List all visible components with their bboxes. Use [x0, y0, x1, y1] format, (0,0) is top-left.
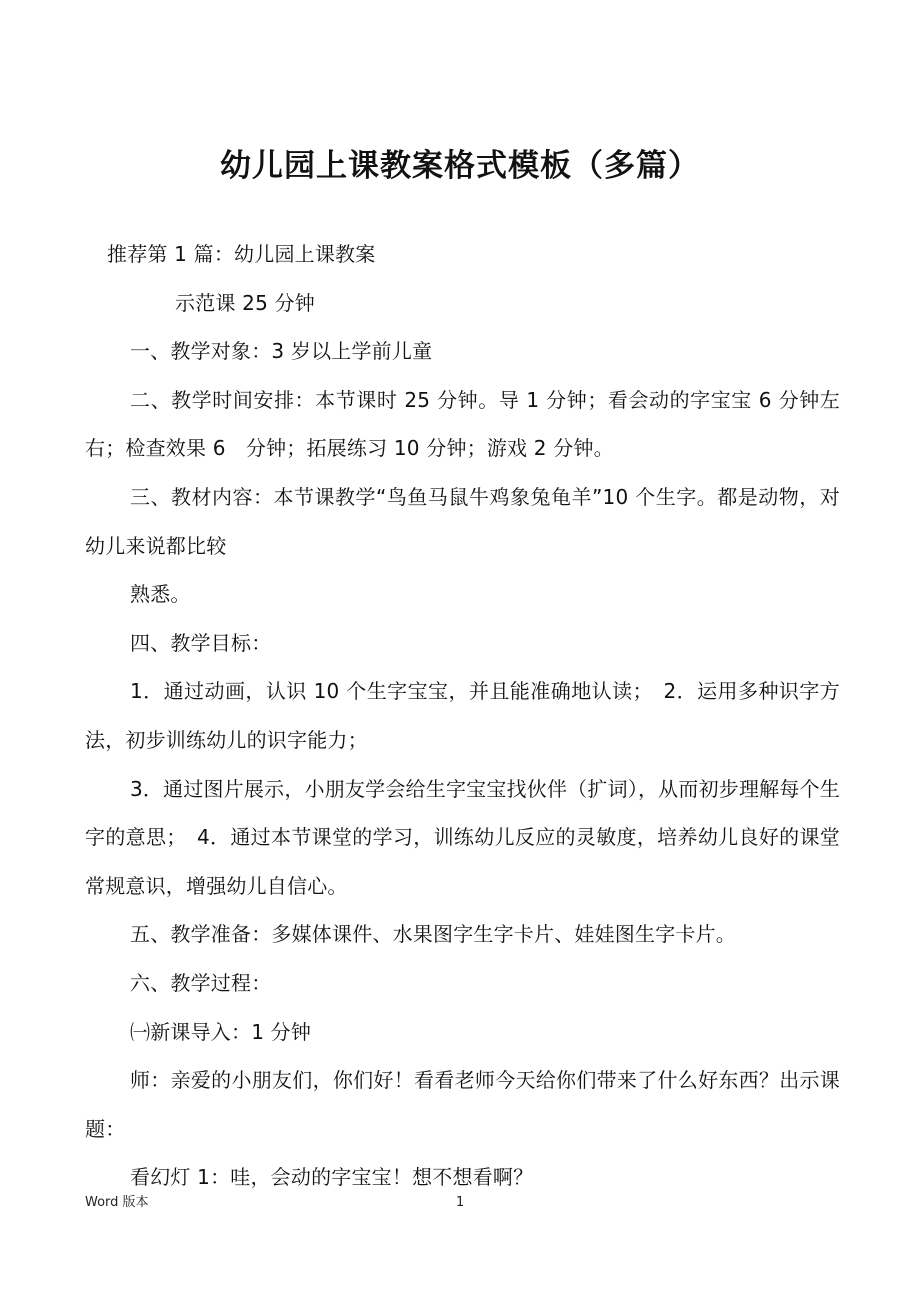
paragraph-teaching-target: 一、教学对象：3 岁以上学前儿童	[130, 339, 433, 364]
document-body	[85, 230, 840, 1202]
paragraph-teacher-greeting: 师：亲爱的小朋友们，你们好！看看老师今天给你们带来了什么好东西？出示课题：	[85, 1068, 840, 1141]
paragraph-demo-lesson: 示范课 25 分钟	[175, 290, 315, 315]
paragraph-teaching-process-heading: 六、教学过程：	[130, 970, 272, 995]
paragraph-goals-1-2: 1．通过动画，认识 10 个生字宝宝，并且能准确地认读； 2．运用多种识字方法，初步训练幼儿的识字能力；	[85, 679, 840, 752]
paragraph-teaching-content: 三、教材内容：本节课教学“鸟鱼马鼠牛鸡象兔龟羊”10 个生字。都是动物，对幼儿来说都比较	[85, 484, 840, 558]
paragraph-time-schedule: 二、教学时间安排：本节课时 25 分钟。导 1 分钟；看会动的字宝宝 6 分钟左右；检查效果 6 分钟；拓展练习 10 分钟；游戏 2 分钟。	[85, 387, 840, 461]
paragraph-teaching-goals-heading: 四、教学目标：	[130, 630, 272, 655]
document-title: 幼儿园上课教案格式模板（多篇）	[220, 148, 700, 184]
paragraph-teaching-preparation: 五、教学准备：多媒体课件、水果图字生字卡片、娃娃图生字卡片。	[130, 922, 736, 947]
paragraph-new-lesson-intro: ㈠新课导入：1 分钟	[130, 1019, 312, 1044]
footer-version-label: Word 版本	[85, 1195, 149, 1210]
paragraph-familiar: 熟悉。	[130, 582, 191, 607]
paragraph-goals-3-4: 3．通过图片展示，小朋友学会给生字宝宝找伙伴（扩词），从而初步理解每个生字的意思； 4．通过本节课堂的学习，训练幼儿反应的灵敏度，培养幼儿良好的课堂常规意识，增强幼儿自信心。	[85, 776, 840, 898]
footer-page-number: 1	[456, 1195, 465, 1210]
paragraph-slide-1: 看幻灯 1：哇，会动的字宝宝！想不想看啊？	[130, 1165, 534, 1190]
paragraph-recommendation: 推荐第 1 篇：幼儿园上课教案	[107, 242, 376, 266]
